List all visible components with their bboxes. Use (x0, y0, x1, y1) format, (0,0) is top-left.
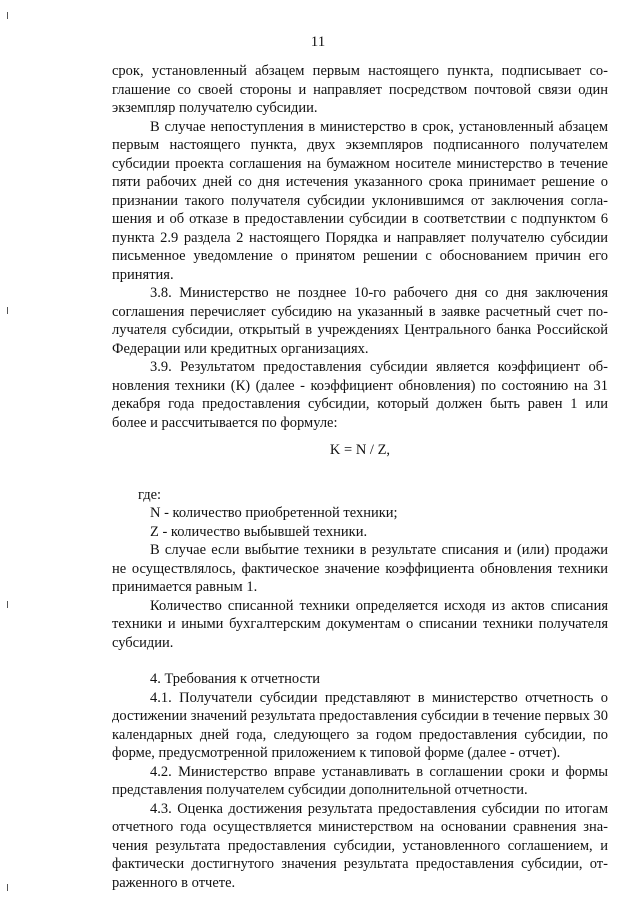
paragraph-4-1: 4.1. Получатели субсидии представляют в министерство отчетность о достижении значений результата предоставления субсидии в течение первых 30 календарных дней года, следующего за годом предоставления субсидии, по форме, предусмотренной приложением к типовой форме (далее - отчет). (112, 689, 608, 761)
formula-definition-z: Z - количество выбывшей техники. (150, 523, 368, 540)
paragraph-3-8: 3.8. Министерство не позднее 10-го рабочего дня со дня заключения соглашения перечисляет субсидию на указанный в заявке расчетный счет получателя субсидии, открытый в учреждениях Центрального банка Российской Федерации или кредитных организациях. (112, 285, 608, 357)
section-heading-reporting: 4. Требования к отчетности (150, 671, 321, 687)
paragraph-written-off-count: Количество списанной техники определяется исходя из актов списания техники и иными бухгалтерским документам о списании техники получателя субсидии. (112, 597, 608, 651)
document-body (112, 62, 608, 892)
paragraph-no-disposal: В случае если выбытие техники в результате списания и (или) продажи не осуществлялось, фактическое значение коэффициента обновления техники принимается равным 1. (112, 542, 608, 595)
formula-definition-n: N - количество приобретенной техники; (150, 505, 398, 521)
paragraph-3-9: 3.9. Результатом предоставления субсидии является коэффициент обновления техники (К) (далее - коэффициент обновления) по состоянию на 31 декабря года предоставления субсидии, который должен быть равен 1 или более и рассчитывается по формуле: (112, 359, 608, 431)
paragraph-continuation: срок, установленный абзацем первым настоящего пункта, подписывает соглашение со своей стороны и направляет посредством почтовой связи один экземпляр получателю субсидии. (112, 63, 608, 116)
margin-scan-mark (7, 307, 8, 314)
formula: K = N / Z, (329, 442, 391, 458)
paragraph-4-2: 4.2. Министерство вправе устанавливать в соглашении сроки и формы представления получателем субсидии дополнительной отчетности. (112, 763, 608, 798)
margin-scan-mark (7, 884, 8, 891)
margin-scan-mark (7, 12, 8, 19)
formula-where-label: где: (138, 486, 162, 503)
paragraph-4-3: 4.3. Оценка достижения результата предоставления субсидии по итогам отчетного года осуществляется министерством на основании сравнения значения результата предоставления субсидии, установленного соглашением, и фактически достигнутого значения результата предоставления субсидии, отраженного в отчете. (112, 800, 608, 891)
margin-scan-mark (7, 601, 8, 608)
paragraph-non-receipt: В случае непоступления в министерство в срок, установленный абзацем первым настоящего пункта, двух экземпляров подписанного получателем субсидии проекта соглашения на бумажном носителе министерство в течение пяти рабочих дней со дня истечения указанного срока принимает решение о признании такого получателя субсидии уклонившимся от заключения соглашения и об отказе в предоставлении субсидии в соответствии с подпунктом 6 пункта 2.9 раздела 2 настоящего Порядка и направляет получателю субсидии письменное уведомление о принятом решении с обоснованием причин его принятия. (112, 118, 608, 283)
page-number: 11 (310, 34, 326, 50)
